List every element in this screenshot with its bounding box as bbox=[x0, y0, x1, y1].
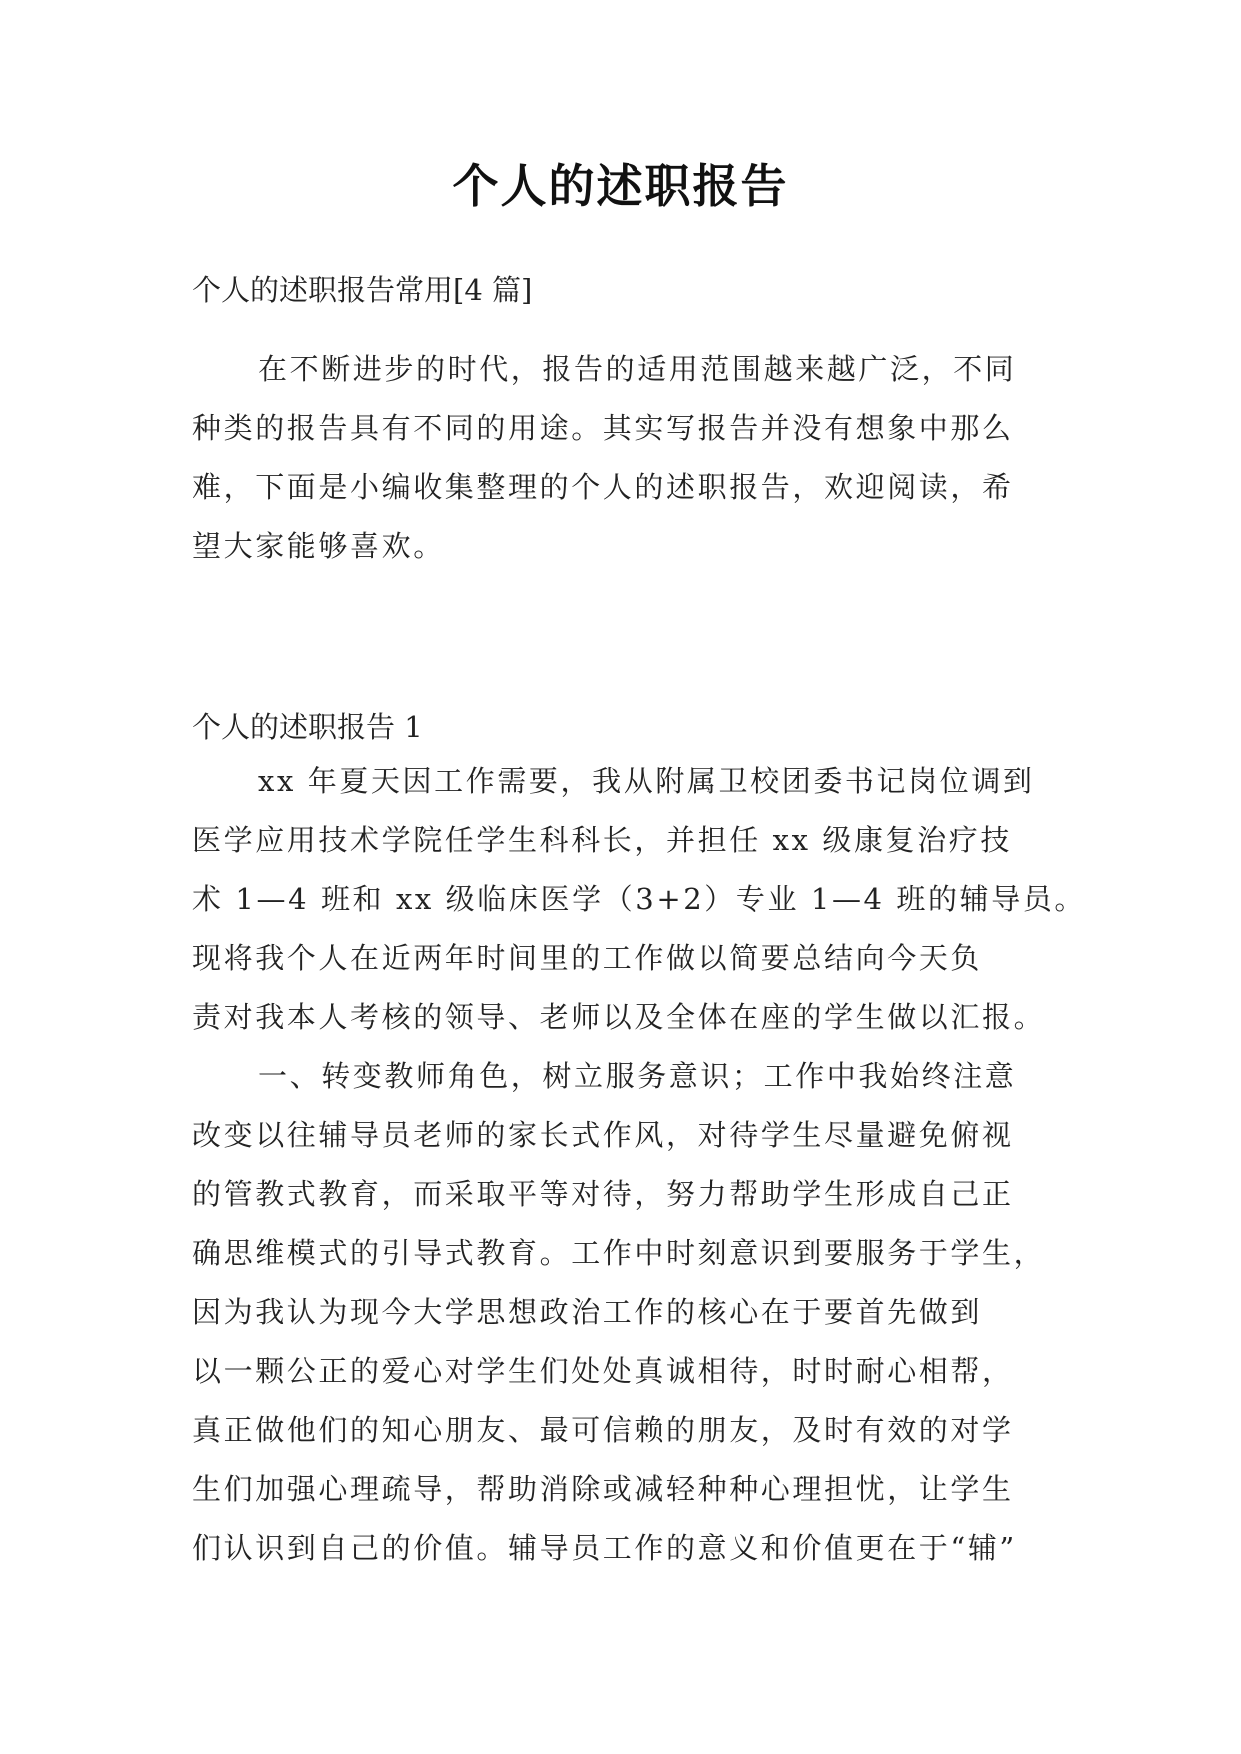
paragraph-line: 的管教式教育，而采取平等对待，努力帮助学生形成自己正 bbox=[192, 1177, 1014, 1211]
paragraph-line: 医学应用技术学院任学生科科长，并担任 xx 级康复治疗技 bbox=[192, 823, 1012, 857]
paragraph-line: 以一颗公正的爱心对学生们处处真诚相待，时时耐心相帮， bbox=[192, 1354, 1014, 1388]
document-subtitle: 个人的述职报告常用[4 篇] bbox=[192, 273, 533, 307]
paragraph-line: 改变以往辅导员老师的家长式作风，对待学生尽量避免俯视 bbox=[192, 1118, 1014, 1152]
section-body bbox=[192, 752, 1087, 1578]
paragraph-line: 生们加强心理疏导，帮助消除或减轻种种心理担忧，让学生 bbox=[192, 1472, 1014, 1506]
paragraph-line: 难，下面是小编收集整理的个人的述职报告，欢迎阅读，希 bbox=[192, 470, 1014, 504]
section-heading: 个人的述职报告 1 bbox=[192, 710, 423, 744]
paragraph-line: 术 1—4 班和 xx 级临床医学（3+2）专业 1—4 班的辅导员。 bbox=[192, 882, 1087, 916]
paragraph-line: 现将我个人在近两年时间里的工作做以简要总结向今天负 bbox=[192, 941, 983, 975]
paragraph-line: 种类的报告具有不同的用途。其实写报告并没有想象中那么 bbox=[192, 411, 1014, 445]
paragraph-line: 真正做他们的知心朋友、最可信赖的朋友，及时有效的对学 bbox=[192, 1413, 1014, 1447]
paragraph-line: xx 年夏天因工作需要，我从附属卫校团委书记岗位调到 bbox=[258, 764, 1035, 798]
paragraph-line: 一、转变教师角色，树立服务意识；工作中我始终注意 bbox=[258, 1059, 1017, 1093]
paragraph-line: 因为我认为现今大学思想政治工作的核心在于要首先做到 bbox=[192, 1295, 983, 1329]
paragraph-line: 确思维模式的引导式教育。工作中时刻意识到要服务于学生， bbox=[192, 1236, 1046, 1270]
paragraph-line: 责对我本人考核的领导、老师以及全体在座的学生做以汇报。 bbox=[192, 1000, 1046, 1034]
document-title: 个人的述职报告 bbox=[452, 159, 789, 213]
paragraph-line: 在不断进步的时代，报告的适用范围越来越广泛，不同 bbox=[258, 352, 1017, 386]
intro-paragraph bbox=[192, 340, 1062, 576]
paragraph-line: 们认识到自己的价值。辅导员工作的意义和价值更在于“辅” bbox=[192, 1531, 1017, 1565]
paragraph-line: 望大家能够喜欢。 bbox=[192, 529, 445, 563]
